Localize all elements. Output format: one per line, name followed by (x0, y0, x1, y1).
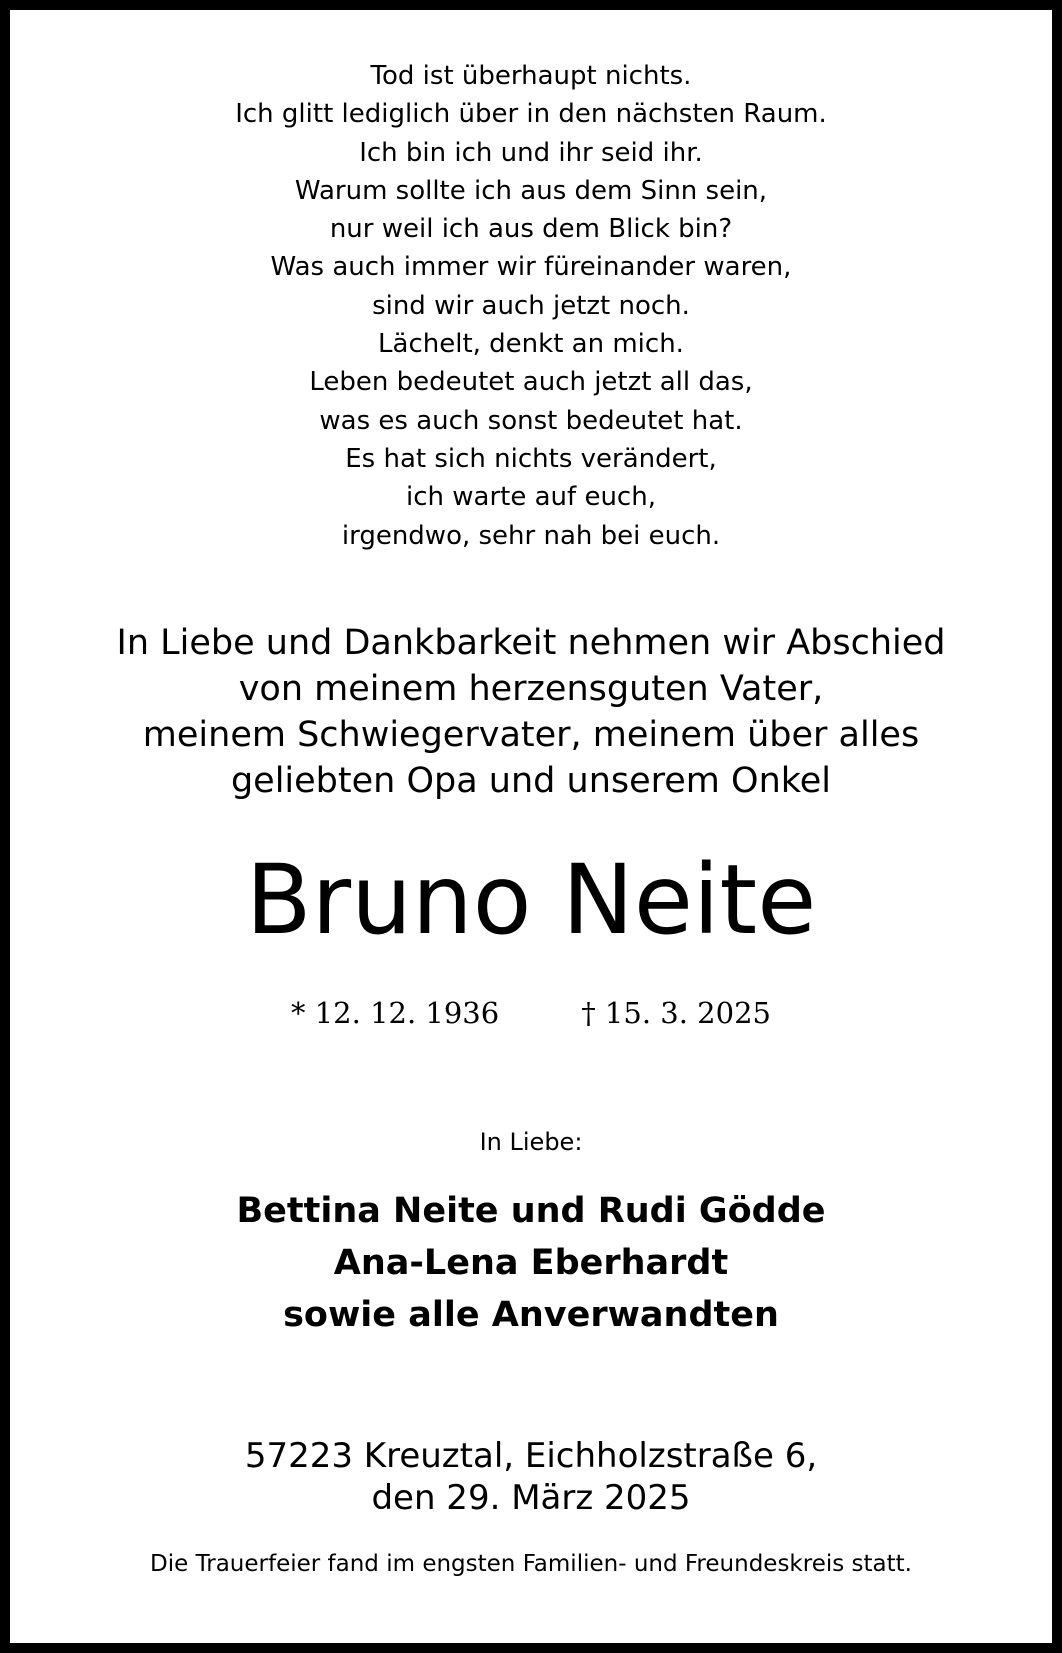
mourners-list (10, 1185, 1052, 1341)
poem-line: ich warte auf euch, (406, 482, 656, 513)
intro-line: von meinem herzensguten Vater, (238, 669, 824, 709)
date-line: den 29. März 2025 (371, 1478, 691, 1518)
poem-line: Ich bin ich und ihr seid ihr. (359, 137, 703, 168)
deceased-name: Bruno Neite (245, 844, 817, 956)
intro-line: geliebten Opa und unserem Onkel (230, 761, 832, 801)
death-date: † 15. 3. 2025 (581, 996, 771, 1030)
poem-line: was es auch sonst bedeutet hat. (319, 405, 743, 436)
mourner-line: Ana-Lena Eberhardt (333, 1243, 729, 1283)
poem-line: Leben bedeutet auch jetzt all das, (309, 367, 753, 398)
mourner-line: Bettina Neite und Rudi Gödde (236, 1191, 826, 1231)
address-and-date (10, 1435, 1052, 1519)
poem (10, 57, 1052, 555)
mourner-line: sowie alle Anverwandten (283, 1295, 779, 1335)
poem-line: sind wir auch jetzt noch. (372, 290, 690, 321)
poem-line: Ich glitt lediglich über in den nächsten Raum. (235, 99, 827, 130)
intro-line: In Liebe und Dankbarkeit nehmen wir Abschied (116, 623, 946, 663)
birth-date: * 12. 12. 1936 (291, 996, 500, 1030)
mourners-heading: In Liebe: (479, 1128, 583, 1156)
poem-line: nur weil ich aus dem Blick bin? (329, 214, 733, 245)
poem-line: irgendwo, sehr nah bei euch. (341, 520, 721, 551)
life-dates (10, 993, 1052, 1033)
poem-line: Lächelt, denkt an mich. (378, 329, 684, 360)
address-line: 57223 Kreuztal, Eichholzstraße 6, (244, 1436, 818, 1476)
poem-line: Warum sollte ich aus dem Sinn sein, (294, 175, 768, 206)
poem-line: Tod ist überhaupt nichts. (370, 61, 692, 91)
intro-line: meinem Schwiegervater, meinem über alles (142, 715, 920, 755)
poem-line: Es hat sich nichts verändert, (345, 443, 717, 474)
poem-line: Was auch immer wir füreinander waren, (270, 252, 792, 283)
funeral-note: Die Trauerfeier fand im engsten Familien- und Freundeskreis statt. (150, 1551, 912, 1577)
farewell-intro (10, 620, 1052, 804)
